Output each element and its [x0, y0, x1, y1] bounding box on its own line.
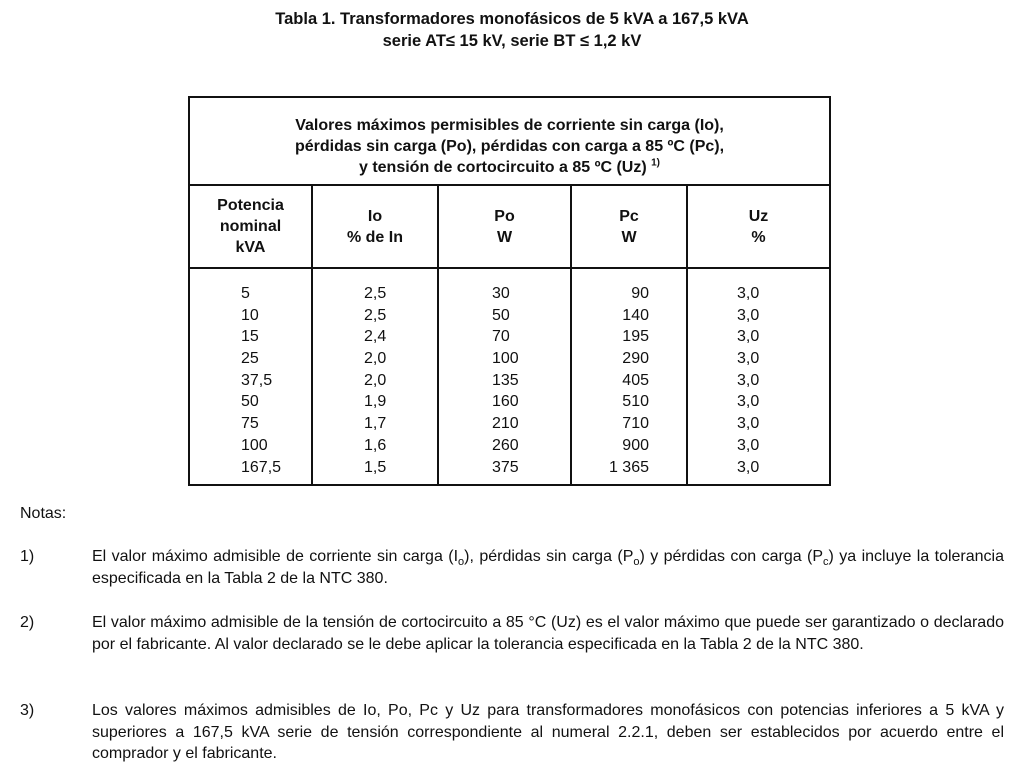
table-cell: 3,0 [737, 393, 760, 411]
note-1 [20, 546, 1004, 589]
column-header [190, 186, 311, 269]
column-header-line: nominal [219, 218, 282, 235]
table-cell: 195 [622, 328, 649, 346]
table-header-line-3 [190, 157, 829, 178]
table-cell: 210 [492, 415, 519, 433]
table-cell: 2,4 [364, 328, 387, 346]
column-header-line: W [496, 228, 513, 246]
table-cell: 15 [241, 328, 259, 346]
note-1-text [92, 546, 1004, 589]
note-3-number: 3) [20, 702, 35, 719]
table-cell: 1,9 [364, 393, 387, 411]
note-1-text-a: El valor máximo admisible de corriente sin carga (I [92, 548, 459, 565]
note-3-text: Los valores máximos admisibles de Io, Po, Pc y Uz para transformadores monofásicos con potencias inferiores a 5 kVA y superiores a 167,5 kVA serie de tensión correspondiente al numeral 2.2.1, deben ser establecidos por acuerdo entre el comprador y el fabricante. [92, 702, 1004, 762]
table-cell: 3,0 [737, 350, 760, 368]
table-cell: 30 [492, 285, 510, 302]
table-cell: 3,0 [737, 306, 760, 324]
column-header [688, 186, 829, 269]
note-1-text-d: ) ya incluye la tolerancia especificada en la Tabla 2 de la NTC 380. [92, 548, 1005, 587]
table-cell: 3,0 [737, 458, 760, 476]
table-cell: 900 [622, 436, 649, 454]
note-3 [20, 700, 1004, 765]
table-header [190, 98, 829, 186]
table-cell: 1,6 [364, 436, 387, 454]
note-1-number: 1) [20, 548, 35, 565]
table-cell: 167,5 [241, 458, 282, 476]
table-cell: 100 [492, 350, 519, 368]
table-title [0, 8, 1024, 52]
table-column-0 [190, 186, 313, 484]
table-cell: 3,0 [737, 436, 760, 454]
column-header-line: Potencia [217, 197, 284, 214]
table-cell: 90 [631, 285, 649, 302]
table-cell: 37,5 [241, 371, 273, 389]
table-cell: 510 [622, 393, 649, 411]
note-1-sub-2: o [633, 556, 640, 569]
table-header-line-1: Valores máximos permisibles de corriente sin carga (Io), [295, 117, 724, 134]
note-2-text: El valor máximo admisible de la tensión de cortocircuito a 85 °C (Uz) es el valor máximo que puede ser garantizado o declarado por el fabricante. Al valor declarado se le debe aplicar la tolerancia especificada en la Tabla 2 de la NTC 380. [92, 614, 1004, 653]
table-cell: 140 [622, 306, 649, 324]
table-cell: 160 [492, 393, 519, 411]
table-header-line-3-text: y tensión de cortocircuito a 85 ºC (Uz) [358, 159, 647, 176]
table-cell: 135 [492, 371, 519, 389]
table-cell: 2,0 [364, 350, 387, 368]
note-1-sub-3: c [823, 556, 829, 569]
table-cell: 2,5 [364, 306, 387, 324]
notes-heading: Notas: [20, 505, 67, 522]
table-column-1 [313, 186, 439, 484]
table-cell: 405 [622, 371, 649, 389]
table-cell: 75 [241, 415, 259, 433]
note-1-sub-1: o [458, 556, 465, 569]
column-header-line: % [751, 228, 766, 246]
column-header [572, 186, 686, 269]
table-title-line-2: serie AT≤ 15 kV, serie BT ≤ 1,2 kV [382, 32, 642, 50]
note-1-text-b: ), pérdidas sin carga (P [464, 548, 634, 565]
table-cell: 50 [241, 393, 259, 411]
table-cell: 3,0 [737, 328, 760, 346]
column-body [572, 269, 686, 484]
table-cell: 710 [622, 415, 649, 433]
table-cell: 1,7 [364, 415, 387, 433]
column-header-line: Uz [748, 207, 769, 225]
table-cell: 5 [241, 285, 250, 302]
column-header-line: Pc [619, 207, 639, 225]
table-cell: 10 [241, 306, 259, 324]
table-title-line-1: Tabla 1. Transformadores monofásicos de 5 kVA a 167,5 kVA [275, 10, 749, 28]
column-body [190, 269, 311, 484]
table-column-3 [572, 186, 688, 484]
column-body [688, 269, 829, 484]
note-2 [20, 612, 1004, 655]
table-cell: 25 [241, 350, 259, 368]
table-cell: 70 [492, 328, 510, 346]
footnote-mark: 1) [651, 157, 661, 169]
note-2-number: 2) [20, 614, 35, 631]
column-header-line: % de In [346, 228, 403, 246]
column-header-line: Po [494, 207, 515, 225]
column-body [439, 269, 570, 484]
column-body [313, 269, 437, 484]
table-cell: 260 [492, 436, 519, 454]
table-cell: 3,0 [737, 415, 760, 433]
table-column-2 [439, 186, 572, 484]
table-cell: 2,5 [364, 285, 387, 302]
table-cell: 2,0 [364, 371, 387, 389]
table-cell: 50 [492, 306, 510, 324]
table-cell: 3,0 [737, 285, 760, 302]
column-header-line: kVA [235, 239, 266, 256]
table-cell: 3,0 [737, 371, 760, 389]
note-1-text-c: ) y pérdidas con carga (P [639, 548, 824, 565]
table-header-line-2: pérdidas sin carga (Po), pérdidas con carga a 85 ºC (Pc), [294, 138, 725, 155]
table-cell: 1,5 [364, 458, 387, 476]
column-header-line: W [621, 228, 637, 246]
table-cell: 100 [241, 436, 268, 454]
table-column-4 [688, 186, 829, 484]
table-cell: 375 [492, 458, 519, 476]
table-cell: 290 [622, 350, 649, 368]
transformer-table [188, 96, 831, 486]
table-cell: 1 365 [608, 458, 649, 476]
column-header [313, 186, 437, 269]
table-grid [190, 186, 829, 484]
column-header-line: Io [367, 207, 383, 225]
column-header [439, 186, 570, 269]
